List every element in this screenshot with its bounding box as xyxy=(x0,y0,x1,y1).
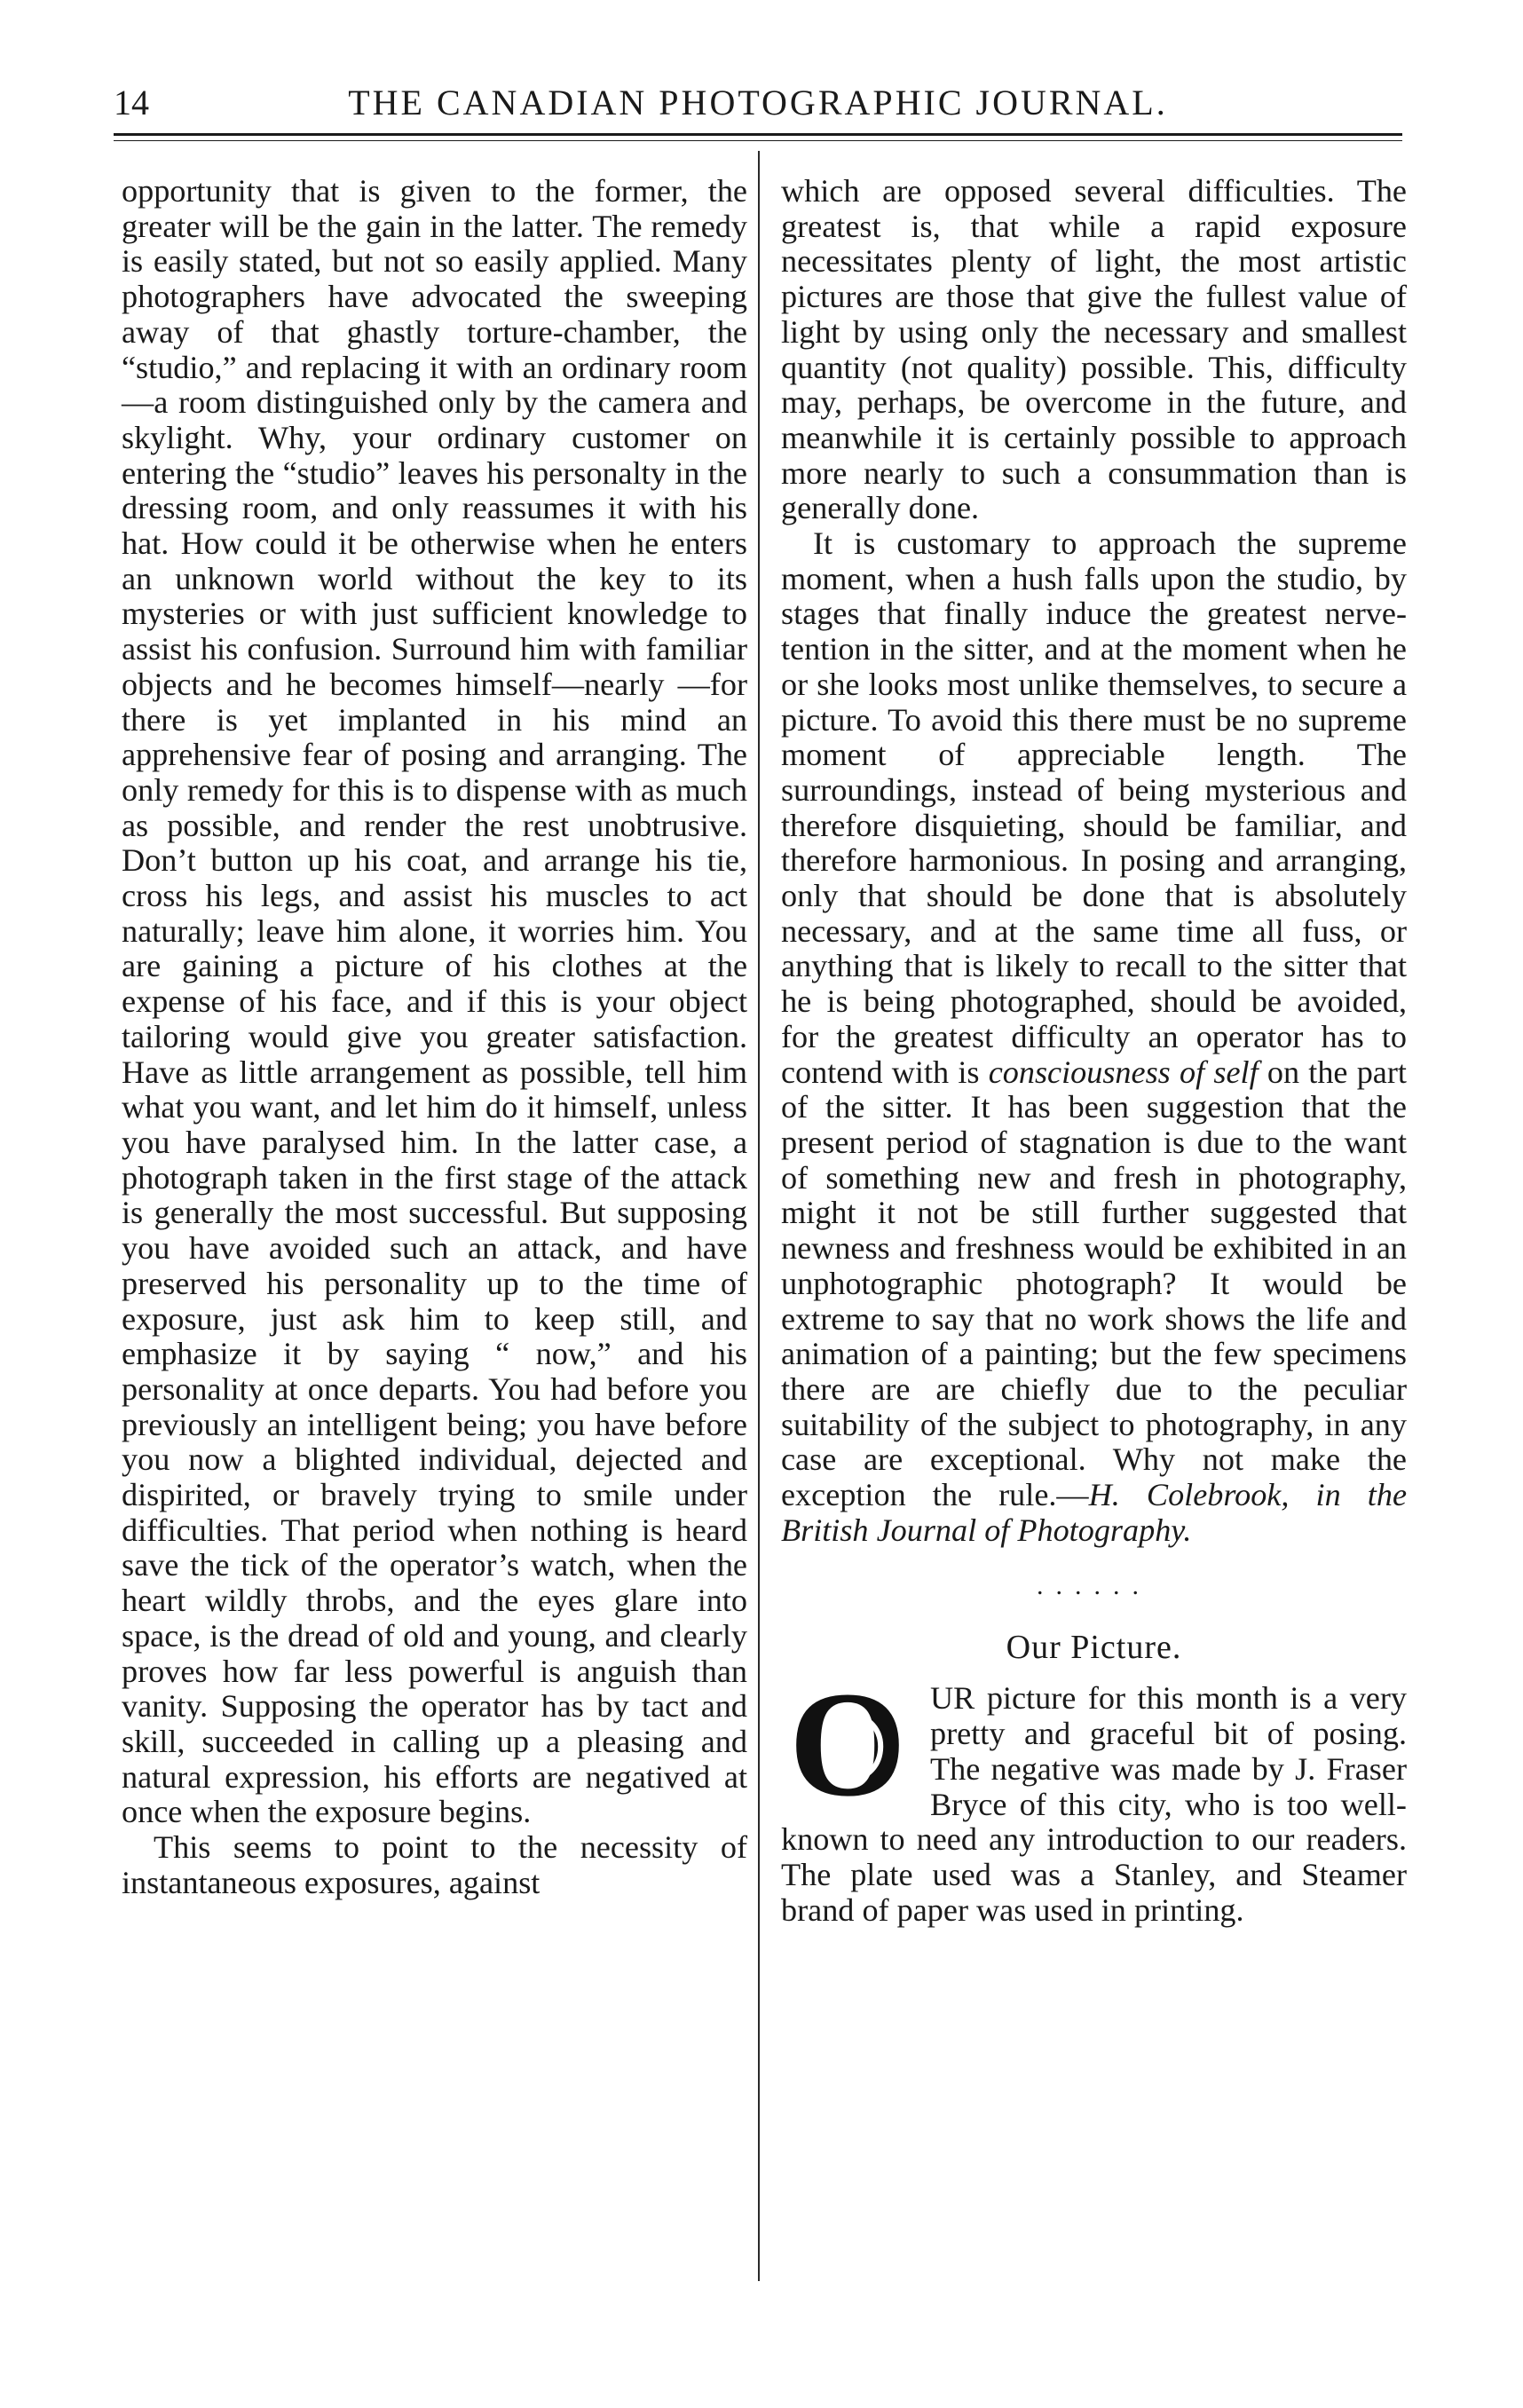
paragraph-text: on the part of the sitter. It has been suggestion that the present period of stagnation is due to the want of something new and fresh in photography, might it not be still further suggested that newness and freshness would be exhibited in an unphotographic photograph? It would be extreme to say that no work shows the life and animation of a painting; but the few specimens there are are chiefly due to the peculiar suitability of the subject to photography, in any case are exceptional. Why not make the exception the rule.— xyxy=(781,1054,1407,1513)
page-header xyxy=(114,75,1402,124)
drop-cap-letter: O xyxy=(788,1681,907,1815)
article-paragraph: This seems to point to the necessity of instantaneous exposures, against xyxy=(122,1829,747,1900)
article-paragraph: which are opposed several difficulties. The greatest is, that while a rapid exposure necessitates plenty of light, the most artistic pictures are those that give the fullest value of light by using only the necessary and smallest quantity (not quality) possible. This, difficulty may, perhaps, be overcome in the future, and meanwhile it is certainly possible to approach more nearly to such a consummation than is generally done. xyxy=(781,173,1407,526)
article-paragraph: UR picture for this month is a very pretty and graceful bit of posing. The negative was made by J. Fraser Bryce of this city, who is too well-known to need any introduction to our readers. The plate used was a Stanley, and Steamer brand of paper was used in printing. xyxy=(781,1680,1407,1928)
article-paragraph xyxy=(781,526,1407,1548)
running-title: THE CANADIAN PHOTOGRAPHIC JOURNAL. xyxy=(348,83,1168,122)
page-number: 14 xyxy=(114,83,149,122)
header-double-rule xyxy=(114,133,1402,141)
right-column xyxy=(781,174,1407,1928)
section-break-dots: ...... xyxy=(1037,1571,1151,1601)
left-column xyxy=(122,174,747,1900)
decorative-drop-cap-o-icon xyxy=(781,1681,914,1814)
paragraph-text: It is customary to approach the supreme moment, when a hush falls upon the studio, by stages that finally induce the greatest nerve-tention in the sitter, and at the moment when he or she looks most unlike themselves, to secure a picture. To avoid this there must be no supreme moment of appreciable length. The surroundings, instead of being mysterious and therefore disquieting, should be familiar, and therefore harmonious. In posing and arranging, only that should be done that is absolutely necessary, and at the same time all fuss, or anything that is likely to recall to the sitter that he is being photographed, should be avoided, for the greatest difficulty an operator has to contend with is xyxy=(781,525,1407,1090)
drop-cap-o xyxy=(781,1681,923,1818)
emphasized-phrase: consciousness of self xyxy=(988,1054,1259,1090)
article-paragraph: opportunity that is given to the former, the greater will be the gain in the latter. The remedy is easily stated, but not so easily applied. Many photographers have advocated the sweeping away of that ghastly torture-chamber, the “studio,” and replacing it with an ordinary room—a room distinguished only by the camera and skylight. Why, your ordinary customer on entering the “studio” leaves his personalty in the dressing room, and only reassumes it with his hat. How could it be otherwise when he enters an unknown world without the key to its mysteries or with just sufficient knowledge to assist his confusion. Surround him with familiar objects and he becomes himself—nearly —for there is yet implanted in his mind an apprehensive fear of posing and arranging. The only remedy for this is to dispense with as much as possible, and render the rest unobtrusive. Don’t button up his coat, and arrange his tie, cross his legs, and assist his muscles to act naturally; leave him alone, it worries him. You are gaining a picture of his clothes at the expense of his face, and if this is your object tailoring would give you greater satisfaction. Have as little arrangement as possible, tell him what you want, and let him do it himself, unless you have paralysed him. In the latter case, a photograph taken in the first stage of the attack is generally the most successful. But supposing you have avoided such an attack, and have preserved his personality up to the time of exposure, just ask him to keep still, and emphasize it by saying “ now,” and his personality at once departs. You had before you previously an intelligent being; you have before you now a blighted individual, dejected and dispirited, or bravely trying to smile under difficulties. That period when nothing is heard save the tick of the operator’s watch, when the heart wildly throbs, and the eyes glare into space, is the dread of old and young, and clearly proves how far less powerful is anguish than vanity. Supposing the operator has by tact and skill, succeeded in calling up a pleasing and natural expression, his efforts are negatived at once when the exposure begins. xyxy=(122,173,747,1830)
column-divider xyxy=(758,151,760,2281)
article-attribution: H. Colebrook, in the British Journal of Photography. xyxy=(781,1477,1408,1548)
section-heading: Our Picture. xyxy=(1006,1629,1182,1667)
